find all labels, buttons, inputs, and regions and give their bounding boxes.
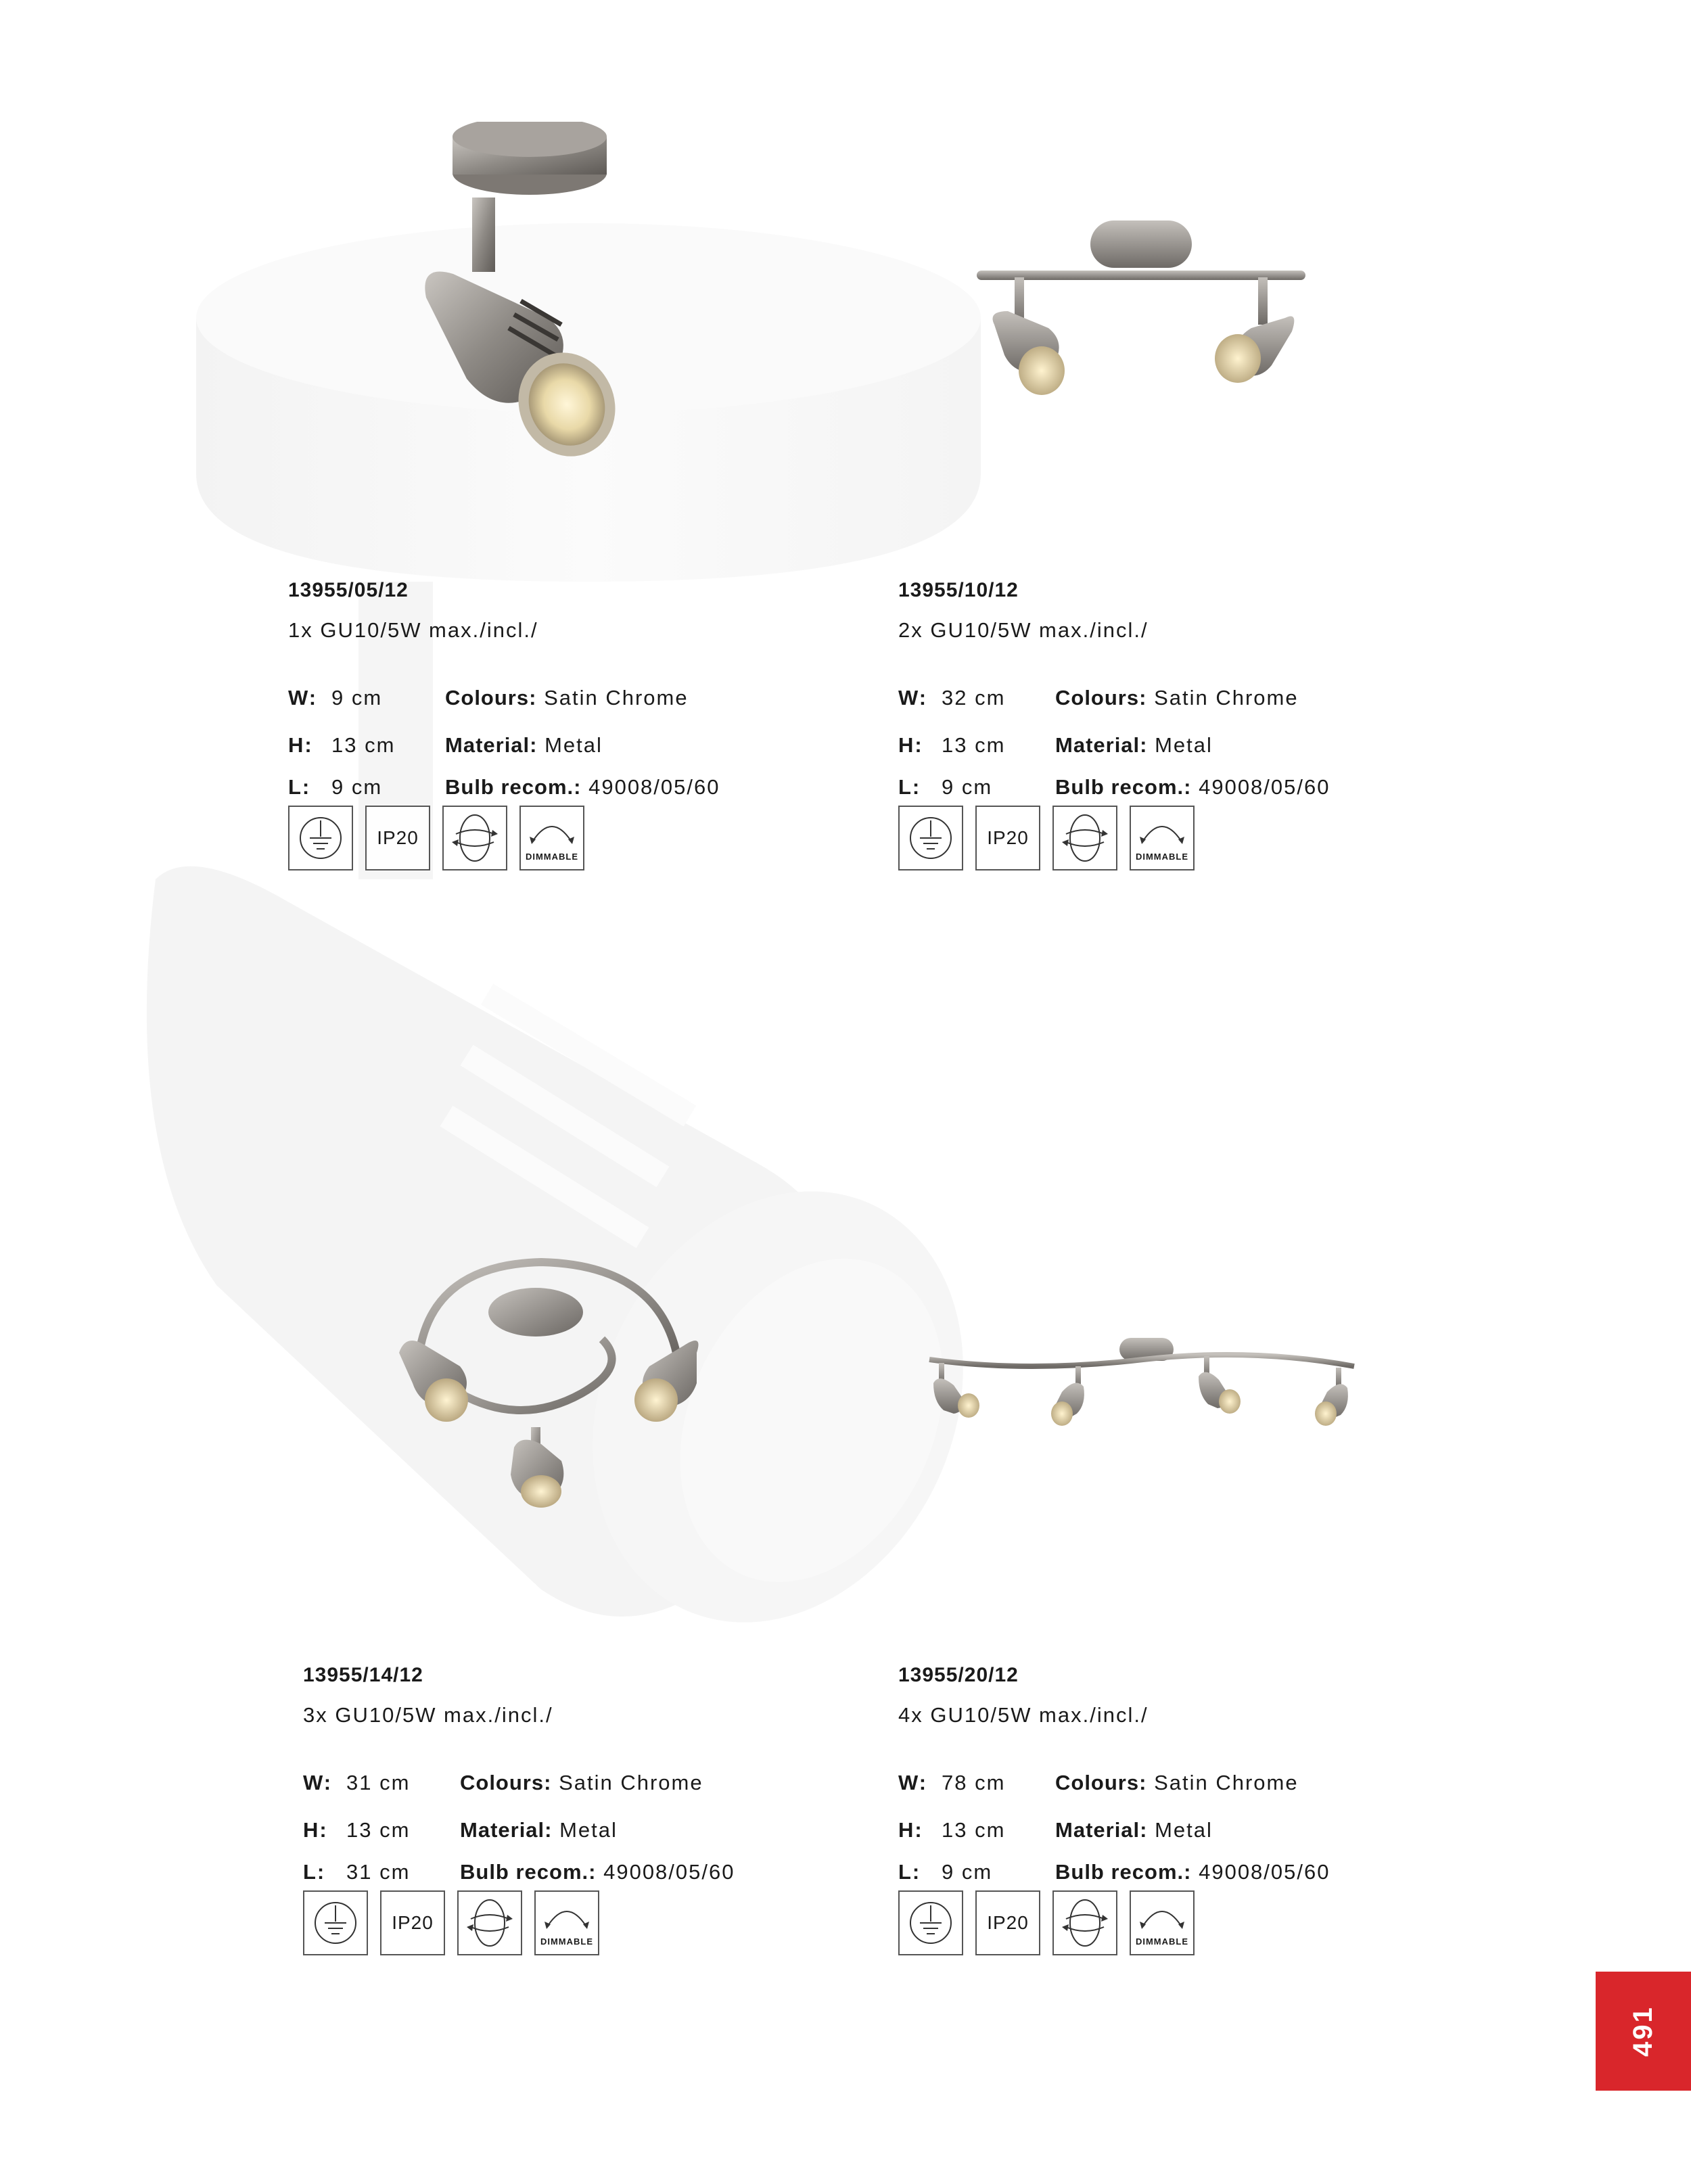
rotatable-icon <box>1052 1890 1117 1955</box>
colours-spec: Colours: Satin Chrome <box>445 686 689 710</box>
product-image-13955-05-12 <box>392 122 676 473</box>
dimmable-icon: DIMMABLE <box>1130 806 1195 870</box>
earth-ground-icon <box>898 1890 963 1955</box>
width-spec: W: 78 cm <box>898 1771 1006 1794</box>
length-spec: L: 9 cm <box>898 775 993 799</box>
width-spec: W: 9 cm <box>288 686 383 710</box>
length-spec: L: 31 cm <box>303 1860 411 1884</box>
rotatable-icon <box>1052 806 1117 870</box>
earth-ground-icon <box>303 1890 368 1955</box>
colours-spec: Colours: Satin Chrome <box>460 1771 703 1794</box>
bulb-spec: 1x GU10/5W max./incl./ <box>288 618 538 642</box>
product-image-13955-20-12 <box>927 1326 1360 1461</box>
material-spec: Material: Metal <box>1055 733 1213 757</box>
bulb-spec: 3x GU10/5W max./incl./ <box>303 1703 553 1727</box>
colours-spec: Colours: Satin Chrome <box>1055 1771 1299 1794</box>
page-number-tab <box>1596 1972 1691 2091</box>
product-image-13955-10-12 <box>974 210 1312 399</box>
height-spec: H: 13 cm <box>898 733 1006 757</box>
length-spec: L: 9 cm <box>288 775 383 799</box>
bulb-spec: 4x GU10/5W max./incl./ <box>898 1703 1149 1727</box>
rotatable-icon <box>442 806 507 870</box>
height-spec: H: 13 cm <box>898 1818 1006 1842</box>
colours-spec: Colours: Satin Chrome <box>1055 686 1299 710</box>
dimmable-icon: DIMMABLE <box>534 1890 599 1955</box>
material-spec: Material: Metal <box>445 733 603 757</box>
bulb-spec: 2x GU10/5W max./incl./ <box>898 618 1149 642</box>
bulb-recommendation-spec: Bulb recom.: 49008/05/60 <box>1055 775 1330 799</box>
product-code: 13955/10/12 <box>898 579 1019 601</box>
bulb-recommendation-spec: Bulb recom.: 49008/05/60 <box>460 1860 735 1884</box>
product-image-13955-14-12 <box>386 1238 710 1508</box>
ip-rating-icon: IP20 <box>380 1890 445 1955</box>
height-spec: H: 13 cm <box>303 1818 411 1842</box>
product-code: 13955/05/12 <box>288 579 409 601</box>
ip-rating-icon: IP20 <box>975 1890 1040 1955</box>
rotatable-icon <box>457 1890 522 1955</box>
height-spec: H: 13 cm <box>288 733 396 757</box>
dimmable-icon: DIMMABLE <box>519 806 584 870</box>
width-spec: W: 31 cm <box>303 1771 411 1794</box>
earth-ground-icon <box>288 806 353 870</box>
bulb-recommendation-spec: Bulb recom.: 49008/05/60 <box>1055 1860 1330 1884</box>
width-spec: W: 32 cm <box>898 686 1006 710</box>
dimmable-icon: DIMMABLE <box>1130 1890 1195 1955</box>
earth-ground-icon <box>898 806 963 870</box>
product-code: 13955/20/12 <box>898 1664 1019 1686</box>
material-spec: Material: Metal <box>460 1818 618 1842</box>
ip-rating-icon: IP20 <box>365 806 430 870</box>
product-code: 13955/14/12 <box>303 1664 423 1686</box>
ip-rating-icon: IP20 <box>975 806 1040 870</box>
page-number: 491 <box>1628 2005 1658 2057</box>
bulb-recommendation-spec: Bulb recom.: 49008/05/60 <box>445 775 720 799</box>
length-spec: L: 9 cm <box>898 1860 993 1884</box>
material-spec: Material: Metal <box>1055 1818 1213 1842</box>
